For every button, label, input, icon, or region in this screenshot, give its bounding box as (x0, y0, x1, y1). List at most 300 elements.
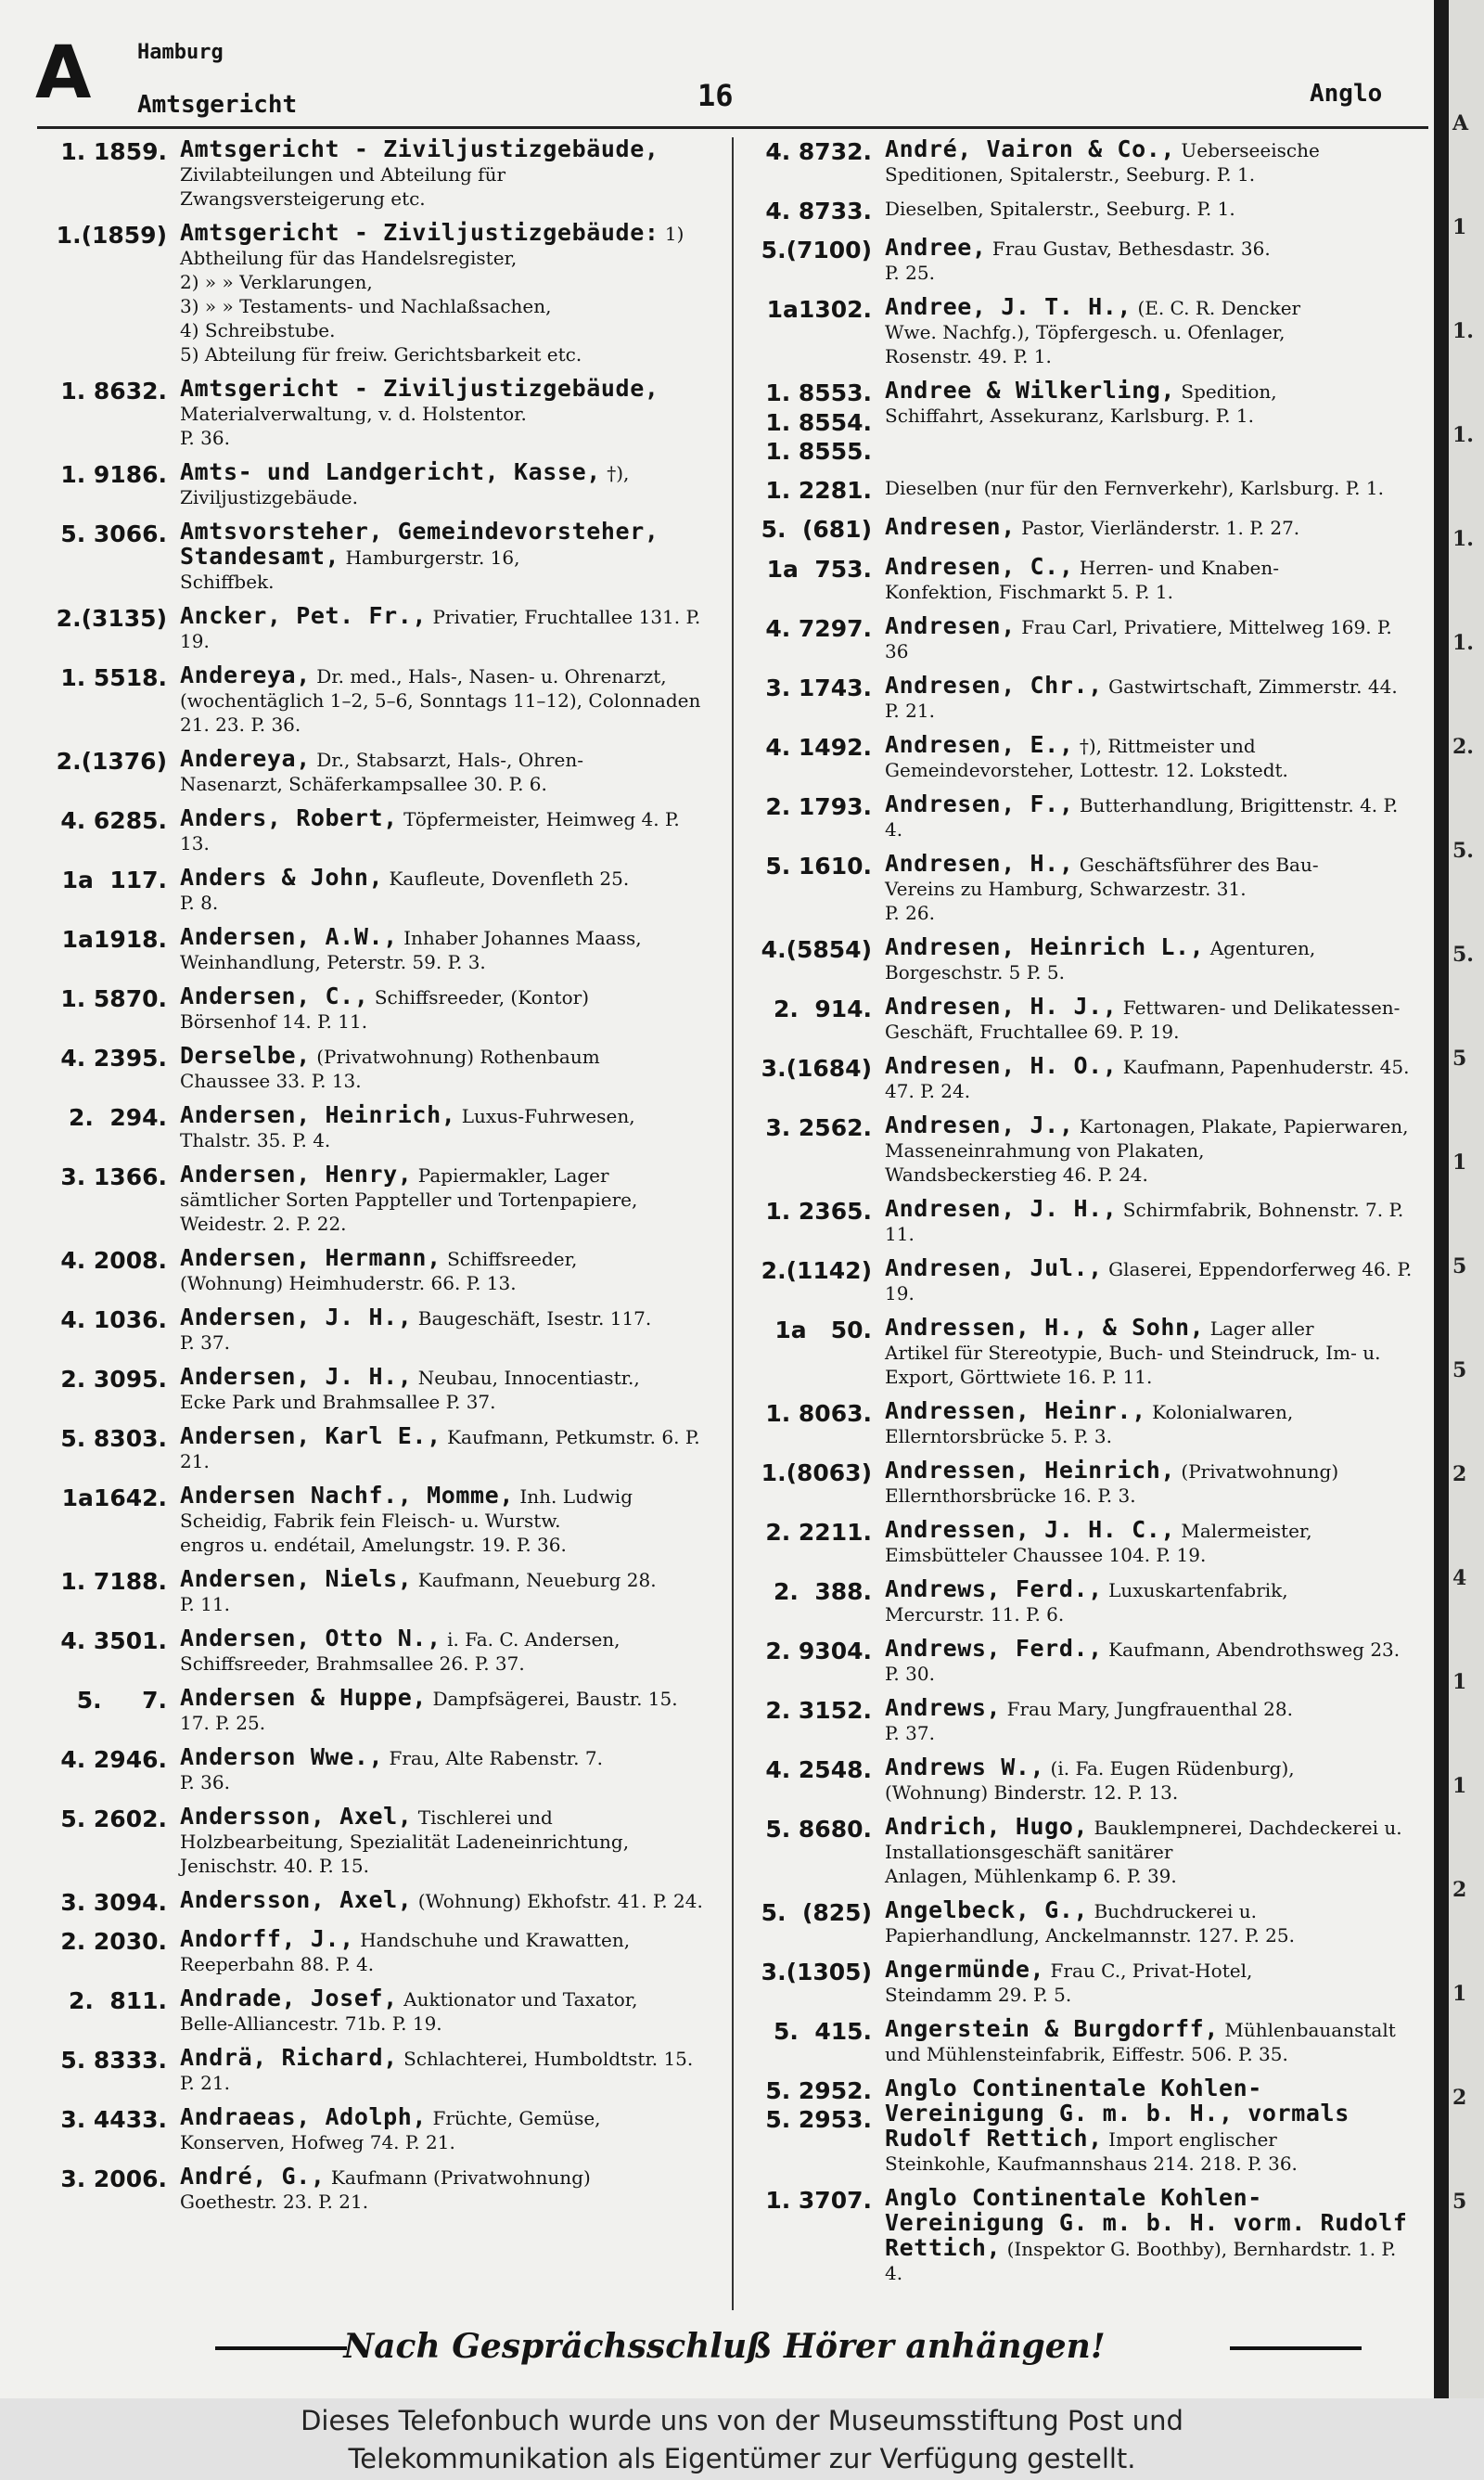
subscriber-details: Frau C., Privat-Hotel, Steindamm 29. P. 5. (885, 1959, 1253, 2006)
subscriber-name: Amts- und Landgericht, Kasse, (180, 458, 601, 485)
subscriber-details: Privatier, Fruchtallee 131. P. 19. (180, 606, 701, 652)
directory-entry (742, 1458, 1417, 1508)
subscriber-name: Angerstein & Burgdorff, (885, 2014, 1219, 2042)
directory-entry (742, 236, 1417, 285)
subscriber-details: Frau, Alte Rabenstr. 7. P. 36. (180, 1747, 603, 1793)
phone-number: 5. 1610. (765, 852, 872, 880)
edge-fragment: 1 (1452, 1774, 1467, 1798)
phone-number: 4. 8733. (765, 198, 872, 225)
subscriber-details: Baugeschäft, Isestr. 117. P. 37. (180, 1307, 652, 1354)
subscriber-name: Andrä, Richard, (180, 2044, 398, 2072)
phone-number: 1. 7188. (60, 1568, 167, 1595)
subscriber-name: Andersen, Karl E., (180, 1422, 441, 1449)
phone-number: 1. 8063. (765, 1399, 872, 1427)
entry-text (885, 1755, 1417, 1805)
entry-text (885, 197, 1417, 221)
phone-number: 1. 9186. (60, 461, 167, 488)
subscriber-details: Schirmfabrik, Bohnenstr. 7. P. 11. (885, 1198, 1404, 1245)
phone-number: 5. 415. (774, 2017, 872, 2045)
subscriber-details: Dr., Stabsarzt, Hals-, Ohren- Nasenarzt, Schäferkampsallee 30. P. 6. (180, 749, 584, 795)
subscriber-name: Amtsgericht - Ziviljustizgebäude, (180, 135, 659, 162)
directory-entry (742, 1253, 1417, 1305)
phone-number: 2. 2211. (765, 1518, 872, 1546)
phone-number: 4. 7297. (765, 614, 872, 642)
phone-number: 1. 5870. (60, 985, 167, 1012)
subscriber-details: Lager aller Artikel für Stereotypie, Buch- und Steindruck, Im- u. Export, Görttwiete 16. P. 11. (885, 1317, 1381, 1388)
directory-entry (742, 932, 1417, 984)
directory-entry (37, 747, 712, 796)
subscriber-details: Kaufmann, Petkumstr. 6. P. 21. (180, 1426, 700, 1472)
subscriber-name: Andresen, F., (885, 790, 1074, 817)
directory-entry (37, 377, 712, 450)
directory-entry (37, 1567, 712, 1616)
phone-number: 1. 1859. (60, 138, 167, 165)
directory-entry (742, 197, 1417, 225)
column-divider (732, 137, 734, 2310)
subscriber-name: Andorff, J., (180, 1925, 354, 1953)
edge-fragment: 5. (1452, 943, 1474, 967)
subscriber-name: Andereya, (180, 745, 311, 772)
entry-text (885, 295, 1417, 368)
directory-entry (742, 849, 1417, 925)
guide-word: Anglo (1310, 80, 1383, 108)
subscriber-name: Amtsvorsteher, Gemeindevorsteher, Standesamt, (180, 518, 659, 570)
subscriber-details: Herren- und Knaben- Konfektion, Fischmarkt 5. P. 1. (885, 556, 1280, 603)
caption-line-2: Telekommunikation als Eigentümer zur Verfügung gestellt. (348, 2443, 1136, 2474)
entry-text (885, 2183, 1417, 2285)
subscriber-details: Frau Carl, Privatiere, Mittelweg 169. P. 36 (885, 615, 1392, 662)
subscriber-details: Bauklempnerei, Dachdeckerei u. Installationsgeschäft sanitärer Anlagen, Mühlenkamp 6. P. 39. (885, 1816, 1402, 1887)
subscriber-name: Ancker, Pet. Fr., (180, 602, 428, 629)
subscriber-name: Andersen, J. H., (180, 1304, 413, 1330)
directory-entry (742, 2014, 1417, 2066)
entry-text (885, 2014, 1417, 2066)
entry-text (885, 1693, 1417, 1745)
subscriber-name: Anders, Robert, (180, 804, 398, 831)
subscriber-name: Andresen, (885, 611, 1016, 639)
entry-text (885, 611, 1417, 663)
phone-number: 4. 2548. (765, 1755, 872, 1783)
phone-number: 5. 2952. 5. 2953. (765, 2076, 872, 2133)
entry-text (885, 932, 1417, 984)
subscriber-details: Auktionator und Taxator, Belle-Alliancestr. 71b. P. 19. (180, 1988, 638, 2036)
entry-text (180, 866, 712, 915)
subscriber-name: Andrews, Ferd., (885, 1574, 1103, 1602)
subscriber-details: Tischlerei und Holzbearbeitung, Spezialität Ladeneinrichtung, Jenischstr. 40. P. 15. (180, 1806, 630, 1877)
directory-entry (742, 1634, 1417, 1686)
edge-fragment: 1 (1452, 1150, 1467, 1175)
directory-entry (37, 2165, 712, 2214)
entry-text (180, 1163, 712, 1236)
directory-entry (37, 1044, 712, 1093)
entry-text (180, 1805, 712, 1878)
edge-fragment: 1. (1452, 423, 1474, 447)
edge-fragment: 1. (1452, 631, 1474, 655)
subscriber-details: Frau Mary, Jungfrauenthal 28. P. 37. (885, 1697, 1293, 1744)
subscriber-name: Andersen, Hermann, (180, 1244, 441, 1271)
phone-number: 4.(5854) (761, 935, 872, 963)
phone-number: 5. 8333. (60, 2047, 167, 2075)
entry-text (885, 137, 1417, 186)
entry-text (180, 1246, 712, 1295)
phone-number: 4. 2395. (60, 1045, 167, 1072)
entry-text (180, 1424, 712, 1473)
entry-text (180, 2165, 712, 2214)
entry-text (180, 520, 712, 594)
edge-fragment: 1 (1452, 1982, 1467, 2006)
entry-text (180, 1305, 712, 1355)
subscriber-name: Andersen, Niels, (180, 1565, 413, 1592)
directory-entry (742, 1313, 1417, 1389)
phone-number: 3. 4433. (60, 2106, 167, 2134)
subscriber-name: Andersen, A.W., (180, 923, 398, 950)
subscriber-details: †), Ziviljustizgebäude. (180, 462, 630, 508)
subscriber-details: Kaufleute, Dovenfleth 25. P. 8. (180, 867, 630, 914)
subscriber-details: Glaserei, Eppendorferweg 46. P. 19. (885, 1257, 1413, 1304)
directory-entry (742, 2076, 1417, 2176)
subscriber-name: Andresen, J. H., (885, 1194, 1118, 1222)
subscriber-name: Andrich, Hugo, (885, 1812, 1089, 1840)
subscriber-name: André, G., (180, 2163, 326, 2191)
phone-number: 1. 5518. (60, 664, 167, 691)
phone-number: 1a 753. (766, 555, 872, 583)
edge-fragment: 2 (1452, 1462, 1467, 1486)
entry-text (885, 1113, 1417, 1187)
subscriber-details: Dieselben, Spitalerstr., Seeburg. P. 1. (885, 198, 1235, 220)
subscriber-details: Kaufmann (Privatwohnung) Goethestr. 23. P. 21. (180, 2166, 591, 2214)
entry-text (885, 236, 1417, 285)
entry-text (180, 377, 712, 450)
subscriber-details: Luxus-Fuhrwesen, Thalstr. 35. P. 4. (180, 1105, 635, 1151)
entry-text (885, 515, 1417, 540)
phone-number: 5. 8303. (60, 1425, 167, 1452)
subscriber-details: Kaufmann, Abendrothsweg 23. P. 30. (885, 1638, 1401, 1685)
phone-number: 2. 914. (774, 995, 872, 1022)
phone-number: 1a1918. (61, 926, 167, 953)
subscriber-name: Andersson, Axel, (180, 1886, 413, 1913)
entry-text (180, 604, 712, 653)
subheading: Amtsgericht (137, 91, 298, 119)
subscriber-details: Fettwaren- und Delikatessen-Geschäft, Fruchtallee 69. P. 19. (885, 996, 1401, 1043)
entry-text (180, 1927, 712, 1976)
directory-entry (742, 552, 1417, 604)
subscriber-details: Inhaber Johannes Maass, Weinhandlung, Peterstr. 59. P. 3. (180, 927, 642, 973)
directory-entry (37, 604, 712, 653)
subscriber-name: Andersson, Axel, (180, 1803, 413, 1830)
header-rule (37, 126, 1428, 129)
entry-text (180, 1567, 712, 1616)
subscriber-name: Andrews, Ferd., (885, 1634, 1103, 1662)
subscriber-details: Zivilabteilungen und Abteilung für Zwangsversteigerung etc. (180, 163, 506, 210)
directory-entry (742, 1693, 1417, 1745)
phone-number: 3.(1305) (761, 1958, 872, 1985)
entry-text (885, 671, 1417, 723)
entry-text (885, 1812, 1417, 1888)
phone-number: 4. 2946. (60, 1746, 167, 1773)
entry-text (885, 379, 1417, 428)
entry-text (885, 552, 1417, 604)
directory-entry (742, 992, 1417, 1044)
subscriber-name: Andereya, (180, 662, 311, 688)
edge-fragment: 5 (1452, 1254, 1467, 1279)
subscriber-name: Andressen, Heinr., (885, 1396, 1146, 1424)
directory-entry (742, 1895, 1417, 1947)
ownership-caption (0, 2398, 1484, 2480)
phone-number: 1a 117. (61, 867, 167, 893)
directory-entry (37, 1484, 712, 1557)
entry-text (180, 1686, 712, 1735)
phone-number: 4. 6285. (60, 807, 167, 834)
phone-number: 1.(1859) (56, 222, 167, 249)
subscriber-details: Kartonagen, Plakate, Papierwaren, Masseneinrahmung von Plakaten, Wandsbeckerstieg 46. P. 24. (885, 1114, 1409, 1186)
directory-entry (37, 1246, 712, 1295)
subscriber-name: Andrade, Josef, (180, 1985, 398, 2012)
subscriber-name: Andrews W., (885, 1753, 1045, 1780)
entry-text (885, 1458, 1417, 1508)
page-number: 16 (697, 78, 734, 113)
entry-text (180, 460, 712, 509)
directory-entry (37, 1163, 712, 1236)
directory-entry (37, 1986, 712, 2036)
phone-number: 1a1302. (766, 296, 872, 324)
phone-number: 2.(1142) (761, 1256, 872, 1284)
subscriber-name: Andresen, C., (885, 552, 1074, 580)
directory-entry (37, 1927, 712, 1976)
directory-entry (37, 1365, 712, 1414)
entry-text (885, 730, 1417, 782)
subscriber-details: Schiffsreeder, (Kontor) Börsenhof 14. P. 11. (180, 986, 589, 1033)
section-letter: A (35, 32, 92, 115)
phone-number: 1. 3707. (765, 2186, 872, 2214)
directory-entry (742, 1113, 1417, 1187)
entry-text (180, 137, 712, 211)
phone-number: 4. 3501. (60, 1627, 167, 1654)
entry-text (180, 1365, 712, 1414)
subscriber-name: Andressen, Heinrich, (885, 1456, 1176, 1484)
subscriber-name: Anglo Continentale Kohlen-Vereinigung G. m. b. H., vormals Rudolf Rettich, (885, 2074, 1350, 2152)
directory-entry (742, 476, 1417, 505)
subscriber-details: Frau Gustav, Bethesdastr. 36. P. 25. (885, 238, 1271, 285)
phone-number: 2. 294. (69, 1104, 167, 1131)
entry-text (885, 1955, 1417, 2007)
entry-text (180, 2105, 712, 2154)
subscriber-details: Dr. med., Hals-, Nasen- u. Ohrenarzt, (wochentäglich 1–2, 5–6, Sonntags 11–12), Colonnaden 21. 23. P. 36. (180, 665, 701, 736)
directory-entry (37, 1305, 712, 1355)
phone-number: 5. (681) (761, 516, 872, 544)
phone-number: 4. 8732. (765, 138, 872, 165)
directory-entry (37, 460, 712, 509)
entry-text (180, 1626, 712, 1676)
edge-fragment: 1. (1452, 527, 1474, 551)
edge-fragment: 5. (1452, 839, 1474, 863)
directory-entry (742, 515, 1417, 544)
directory-entry (37, 1805, 712, 1878)
directory-entry (742, 1515, 1417, 1567)
directory-entry (742, 1812, 1417, 1888)
entry-text (885, 1051, 1417, 1103)
subscriber-details: Schiffsreeder, (Wohnung) Heimhuderstr. 66. P. 13. (180, 1248, 578, 1294)
subscriber-details: Handschuhe und Krawatten, Reeperbahn 88. P. 4. (180, 1929, 631, 1976)
directory-entry (742, 1574, 1417, 1626)
subscriber-details: Geschäftsführer des Bau- Vereins zu Hamburg, Schwarzestr. 31. P. 26. (885, 853, 1319, 924)
subscriber-details: Pastor, Vierländerstr. 1. P. 27. (1021, 517, 1300, 540)
subscriber-details: Butterhandlung, Brigittenstr. 4. P. 4. (885, 793, 1399, 841)
directory-entry (742, 379, 1417, 466)
subscriber-name: Andresen, H., (885, 849, 1074, 877)
edge-fragment: 2. (1452, 735, 1474, 759)
subscriber-details: Dieselben (nur für den Fernverkehr), Karlsburg. P. 1. (885, 477, 1384, 499)
entry-text (885, 1515, 1417, 1567)
phone-number: 5. 3066. (60, 520, 167, 547)
directory-entry (742, 1396, 1417, 1448)
directory-entry (37, 520, 712, 594)
phone-number: 3.(1684) (761, 1054, 872, 1082)
subscriber-name: Andersen & Huppe, (180, 1684, 428, 1711)
edge-fragment: 2 (1452, 1878, 1467, 1902)
entry-text (885, 992, 1417, 1044)
phone-number: 1. 8632. (60, 378, 167, 405)
phone-number: 2. 2030. (60, 1928, 167, 1956)
edge-fragment: 1 (1452, 215, 1467, 239)
phone-number: 1a1642. (61, 1484, 167, 1511)
phone-number: 4. 1036. (60, 1306, 167, 1333)
entry-text (885, 1313, 1417, 1389)
directory-entry (37, 1626, 712, 1676)
entry-text (180, 747, 712, 796)
directory-entry (742, 1955, 1417, 2007)
subscriber-name: Angermünde, (885, 1955, 1045, 1983)
subscriber-name: Andresen, E., (885, 730, 1074, 758)
subscriber-name: Andresen, Heinrich L., (885, 932, 1205, 960)
phone-number: 2.(1376) (56, 748, 167, 775)
subscriber-name: Andersen, C., (180, 983, 369, 1009)
directory-entry (742, 1194, 1417, 1246)
subscriber-name: Anders & John, (180, 864, 384, 891)
phone-number: 2. 388. (774, 1577, 872, 1605)
subscriber-details: (Inspektor G. Boothby), Bernhardstr. 1. P. 4. (885, 2237, 1397, 2284)
subscriber-name: Anglo Continentale Kohlen-Vereinigung G. m. b. H. vorm. Rudolf Rettich, (885, 2183, 1408, 2261)
subscriber-details: Neubau, Innocentiastr., Ecke Park und Brahmsallee P. 37. (180, 1367, 640, 1413)
subscriber-details: (Privatwohnung) Ellernthorsbrücke 16. P. 3. (885, 1459, 1339, 1507)
directory-entry (742, 137, 1417, 186)
subscriber-name: Andree, J. T. H., (885, 293, 1132, 321)
entry-text (885, 2076, 1417, 2176)
edge-fragment: A (1452, 111, 1469, 135)
directory-entry (742, 730, 1417, 782)
subscriber-details: Import englischer Steinkohle, Kaufmannshaus 214. 218. P. 36. (885, 2127, 1298, 2175)
right-column (742, 137, 1417, 2295)
entry-text (180, 806, 712, 855)
subscriber-details: Mühlenbauanstalt und Mühlensteinfabrik, Eiffestr. 506. P. 35. (885, 2018, 1396, 2065)
directory-entry (742, 792, 1417, 842)
subscriber-details: (Wohnung) Ekhofstr. 41. P. 24. (417, 1890, 703, 1912)
phone-number: 5. (825) (761, 1898, 872, 1926)
entry-text (180, 1888, 712, 1913)
edge-fragment: 5 (1452, 1358, 1467, 1382)
entry-text (885, 792, 1417, 842)
subscriber-name: Andressen, J. H. C., (885, 1515, 1176, 1543)
subscriber-details: Kolonialwaren, Ellerntorsbrücke 5. P. 3. (885, 1400, 1294, 1447)
subscriber-details: Agenturen, Borgeschstr. 5 P. 5. (885, 936, 1316, 983)
entry-text (885, 1396, 1417, 1448)
subscriber-name: Andrews, (885, 1693, 1002, 1721)
subscriber-name: Amtsgericht - Ziviljustizgebäude: (180, 219, 659, 246)
entry-text (180, 1745, 712, 1794)
entry-text (180, 663, 712, 737)
subscriber-name: Andree & Wilkerling, (885, 377, 1176, 405)
directory-entry (742, 295, 1417, 368)
subscriber-name: Andersen, Henry, (180, 1161, 413, 1188)
directory-entry (37, 2105, 712, 2154)
subscriber-details: Dampfsägerei, Baustr. 15. 17. P. 25. (180, 1688, 678, 1734)
directory-entry (37, 2046, 712, 2095)
edge-fragment: 4 (1452, 1566, 1467, 1590)
phone-number: 1a 50. (774, 1316, 872, 1343)
subscriber-name: Angelbeck, G., (885, 1895, 1089, 1923)
subscriber-details: Früchte, Gemüse, Konserven, Hofweg 74. P. 21. (180, 2107, 601, 2154)
edge-fragment: 5 (1452, 1047, 1467, 1071)
phone-number: 2. 9304. (765, 1637, 872, 1664)
entry-text (180, 221, 712, 366)
subscriber-name: Anderson Wwe., (180, 1743, 384, 1770)
directory-entry (742, 2183, 1417, 2285)
subscriber-name: Andresen, H. O., (885, 1051, 1118, 1079)
subscriber-details: Schlachterei, Humboldtstr. 15. P. 21. (180, 2048, 694, 2095)
entry-text (180, 1044, 712, 1093)
phone-number: 3. 2006. (60, 2165, 167, 2193)
subscriber-details: Hamburgerstr. 16, Schiffbek. (180, 546, 520, 593)
phone-number: 1. 2365. (765, 1197, 872, 1225)
phone-number: 2. 1793. (765, 792, 872, 820)
subscriber-name: Andresen, Jul., (885, 1253, 1103, 1281)
directory-entry (742, 671, 1417, 723)
edge-fragment: 5 (1452, 2190, 1467, 2214)
entry-text (180, 984, 712, 1034)
directory-entry (742, 1051, 1417, 1103)
phone-number: 1. 2281. (765, 477, 872, 504)
subscriber-details: Kaufmann, Papenhuderstr. 45. 47. P. 24. (885, 1055, 1410, 1102)
city-heading: Hamburg (137, 41, 224, 64)
subscriber-details: (i. Fa. Eugen Rüdenburg), (Wohnung) Binderstr. 12. P. 13. (885, 1756, 1295, 1804)
page-gutter (1434, 0, 1449, 2398)
subscriber-name: Andresen, Chr., (885, 671, 1103, 699)
phone-number: 2. 3152. (765, 1696, 872, 1724)
subscriber-details: Buchdruckerei u. Papierhandlung, Anckelmannstr. 127. P. 25. (885, 1899, 1295, 1947)
entry-text (885, 1253, 1417, 1305)
phone-number: 3. 1366. (60, 1163, 167, 1190)
edge-fragment: 2 (1452, 2086, 1467, 2110)
footer-rule-right (1230, 2346, 1362, 2350)
entry-text (180, 2046, 712, 2095)
entry-text (180, 1484, 712, 1557)
phone-number: 4. 2008. (60, 1247, 167, 1274)
phone-number: 1. 8553. 1. 8554. 1. 8555. (765, 379, 872, 465)
edge-fragment: 1 (1452, 1670, 1467, 1694)
phone-number: 3. 1743. (765, 674, 872, 701)
subscriber-details: 1) Abtheilung für das Handelsregister, 2) » » Verklarungen, 3) » » Testaments- und Nachlaßsachen, 4) Schreibstube. 5) Abteilung für freiw. Gerichtsbarkeit etc. (180, 223, 684, 366)
entry-text (885, 1895, 1417, 1947)
subscriber-name: Andree, (885, 234, 987, 262)
directory-entry (37, 806, 712, 855)
directory-entry (37, 925, 712, 974)
subscriber-details: Ueberseeische Speditionen, Spitalerstr., Seeburg. P. 1. (885, 139, 1320, 186)
subscriber-details: Inh. Ludwig Scheidig, Fabrik fein Fleisch- u. Wurstw. engros u. endétail, Amelungstr. 19. P. 36. (180, 1485, 633, 1556)
phone-number: 5.(7100) (761, 237, 872, 264)
caption-line-1: Dieses Telefonbuch wurde uns von der Museumsstiftung Post und (301, 2405, 1183, 2436)
subscriber-name: Andersen, Heinrich, (180, 1101, 456, 1128)
entry-text (885, 1194, 1417, 1246)
directory-entry (37, 1888, 712, 1917)
